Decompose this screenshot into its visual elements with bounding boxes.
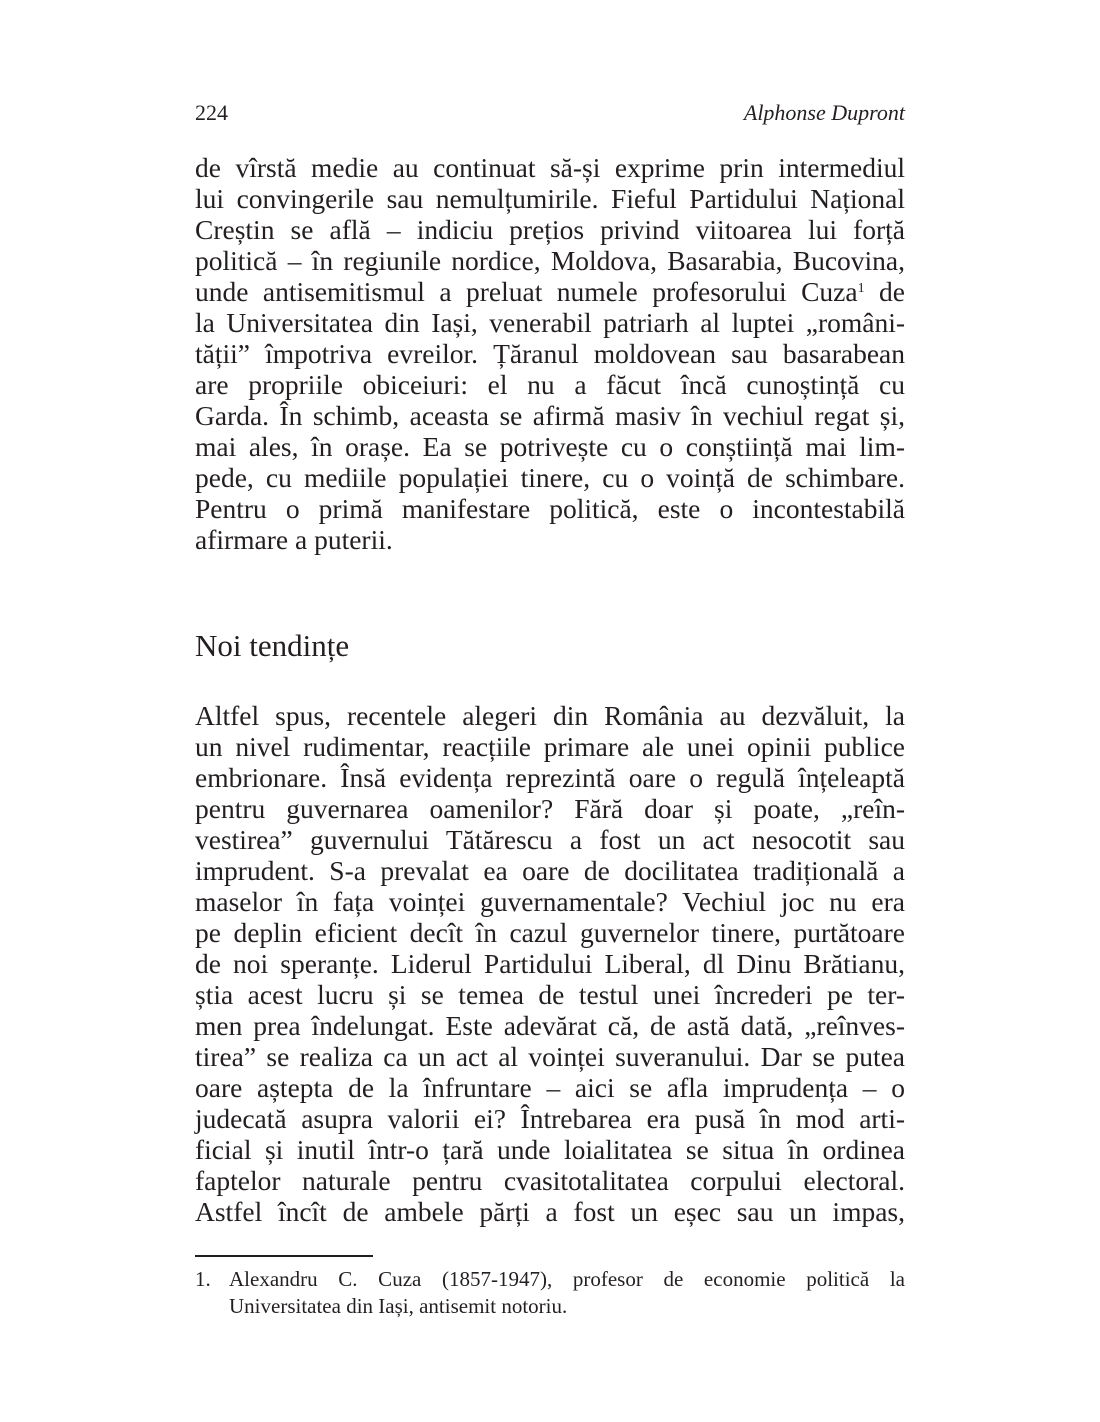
- text-line: are propriile obiceiuri: el nu a făcut încă cunoștință cu: [195, 369, 905, 400]
- text-line: Astfel încît de ambele părți a fost un eșec sau un impas,: [195, 1196, 905, 1227]
- text-line: imprudent. S-a prevalat ea oare de docilitatea tradițională a: [195, 855, 905, 886]
- text-line: la Universitatea din Iași, venerabil patriarh al luptei „români-: [195, 307, 905, 338]
- text-line: oare aștepta de la înfruntare – aici se afla imprudența – o: [195, 1072, 905, 1103]
- footnote-separator: [195, 1255, 373, 1257]
- paragraph: [195, 700, 905, 1227]
- footnote-text: Alexandru C. Cuza (1857-1947), profesor de economie politică la: [229, 1267, 905, 1291]
- text-line: Creștin se află – indiciu prețios privind viitoarea lui forță: [195, 214, 905, 245]
- text-line: Altfel spus, recentele alegeri din România au dezvăluit, la: [195, 700, 905, 731]
- text-line: embrionare. Însă evidența reprezintă oare o regulă înțeleaptă: [195, 762, 905, 793]
- text-segment: unde antisemitismul a preluat numele profesorului Cuza: [195, 276, 858, 307]
- text-line: vestirea” guvernului Tătărescu a fost un act nesocotit sau: [195, 824, 905, 855]
- text-line: lui convingerile sau nemulțumirile. Fieful Partidului Național: [195, 183, 905, 214]
- text-line: faptelor naturale pentru cvasitotalitatea corpului electoral.: [195, 1165, 905, 1196]
- text-line-with-footnote-ref: [195, 276, 905, 307]
- text-line: pe deplin eficient decît în cazul guvernelor tinere, purtătoare: [195, 917, 905, 948]
- footnote-number: 1.: [195, 1267, 211, 1291]
- text-line: men prea îndelungat. Este adevărat că, de astă dată, „reînves-: [195, 1010, 905, 1041]
- text-line: tirea” se realiza ca un act al voinței suveranului. Dar se putea: [195, 1041, 905, 1072]
- text-line: Garda. În schimb, aceasta se afirmă masiv în vechiul regat și,: [195, 400, 905, 431]
- page-header: [195, 100, 905, 130]
- page-number: 224: [195, 100, 228, 125]
- text-line: politică – în regiunile nordice, Moldova, Basarabia, Bucovina,: [195, 245, 905, 276]
- text-line: mai ales, în orașe. Ea se potrivește cu o conștiință mai lim-: [195, 431, 905, 462]
- text-line: afirmare a puterii.: [195, 524, 393, 555]
- text-segment: de: [864, 276, 905, 307]
- footnote-line: Universitatea din Iași, antisemit notoriu.: [229, 1294, 568, 1318]
- text-line: pentru guvernarea oamenilor? Fără doar și poate, „reîn-: [195, 793, 905, 824]
- paragraph-continued: [195, 152, 905, 555]
- text-line: pede, cu mediile populației tinere, cu o voință de schimbare.: [195, 462, 905, 493]
- text-line: ficial și inutil într-o țară unde loialitatea se situa în ordinea: [195, 1134, 905, 1165]
- footnote: [195, 1266, 905, 1320]
- text-line: judecată asupra valorii ei? Întrebarea era pusă în mod arti-: [195, 1103, 905, 1134]
- text-line: tății” împotriva evreilor. Țăranul moldovean sau basarabean: [195, 338, 905, 369]
- text-line: maselor în fața voinței guvernamentale? Vechiul joc nu era: [195, 886, 905, 917]
- text-line: Pentru o primă manifestare politică, este o incontestabilă: [195, 493, 905, 524]
- text-line: un nivel rudimentar, reacțiile primare ale unei opinii publice: [195, 731, 905, 762]
- text-line: știa acest lucru și se temea de testul unei încrederi pe ter-: [195, 979, 905, 1010]
- footnote-reference[interactable]: 1: [857, 281, 865, 296]
- text-line: de vîrstă medie au continuat să-și exprime prin intermediul: [195, 152, 905, 183]
- section-heading: Noi tendințe: [195, 628, 350, 663]
- text-line: de noi speranțe. Liderul Partidului Liberal, dl Dinu Brătianu,: [195, 948, 905, 979]
- running-title: Alphonse Dupront: [743, 100, 905, 125]
- footnote-line: [195, 1266, 905, 1293]
